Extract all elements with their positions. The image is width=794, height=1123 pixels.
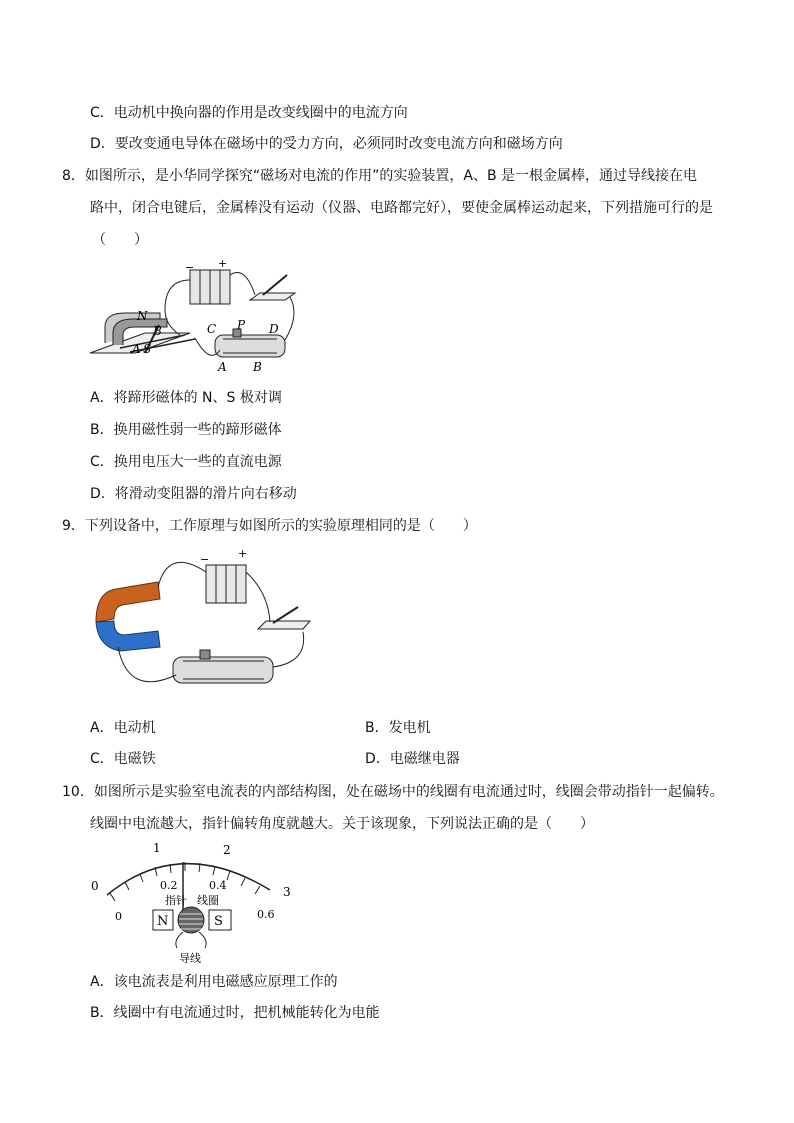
scale-inner-06: 0.6 <box>257 908 275 921</box>
label-d: D <box>269 322 279 336</box>
q8-option-a: A．将蹄形磁体的 N、S 极对调 <box>90 390 282 406</box>
label-p: P <box>237 318 246 332</box>
label-wire: 导线 <box>179 952 201 965</box>
label-coil: 线圈 <box>197 894 219 907</box>
scale-inner-02: 0.2 <box>160 879 178 892</box>
q10-option-b: B．线圈中有电流通过时，把机械能转化为电能 <box>90 1005 380 1021</box>
label-n: N <box>137 309 148 323</box>
label-b: B <box>153 324 162 338</box>
q7-option-d: D．要改变通电导体在磁场中的受力方向，必须同时改变电流方向和磁场方向 <box>90 136 563 152</box>
label-c: C <box>207 322 217 336</box>
q8-stem-line3: （ ） <box>92 232 148 248</box>
label-a2: A <box>218 360 227 374</box>
scale-outer-1: 1 <box>153 841 161 855</box>
label-plus: + <box>218 257 228 270</box>
q8-stem-line1: 8．如图所示，是小华同学探究“磁场对电流的作用”的实验装置，A、B 是一根金属棒，通过导线接在电 <box>62 168 698 184</box>
label-south: S <box>214 914 223 929</box>
label-a: A <box>132 342 141 356</box>
q9-stem: 9．下列设备中，工作原理与如图所示的实验原理相同的是（ ） <box>62 518 477 534</box>
label-north: N <box>157 914 169 929</box>
q10-stem-line1: 10．如图所示是实验室电流表的内部结构图，处在磁场中的线圈有电流通过时，线圈会带动指针一起偏转。 <box>62 784 724 800</box>
q8-stem-line2: 路中，闭合电键后，金属棒没有运动（仪器、电路都完好），要使金属棒运动起来，下列措施可行的是 <box>90 200 713 216</box>
scale-outer-2: 2 <box>223 843 231 857</box>
scale-outer-0: 0 <box>91 879 99 893</box>
q9-label-plus: + <box>238 547 248 560</box>
scale-inner-0: 0 <box>115 910 122 923</box>
label-pointer: 指针 <box>165 894 187 907</box>
q9-option-b: B．发电机 <box>365 720 431 736</box>
scale-inner-04: 0.4 <box>209 879 227 892</box>
q8-option-b: B．换用磁性弱一些的蹄形磁体 <box>90 422 282 438</box>
q9-figure <box>88 547 318 702</box>
q9-label-minus: − <box>200 553 210 566</box>
q10-figure <box>85 840 300 965</box>
q7-option-c: C．电动机中换向器的作用是改变线圈中的电流方向 <box>90 105 408 121</box>
q8-option-c: C．换用电压大一些的直流电源 <box>90 454 282 470</box>
q10-option-a: A．该电流表是利用电磁感应原理工作的 <box>90 974 338 990</box>
q8-option-d: D．将滑动变阻器的滑片向右移动 <box>90 486 297 502</box>
label-s: S <box>143 342 152 356</box>
scale-outer-3: 3 <box>283 885 291 899</box>
label-minus: − <box>185 261 195 274</box>
q10-stem-line2: 线圈中电流越大，指针偏转角度就越大。关于该现象，下列说法正确的是（ ） <box>90 816 594 832</box>
q9-option-c: C．电磁铁 <box>90 751 156 767</box>
q8-figure <box>85 255 305 380</box>
q9-option-a: A．电动机 <box>90 720 156 736</box>
q9-option-d: D．电磁继电器 <box>365 751 460 767</box>
label-b2: B <box>253 360 262 374</box>
